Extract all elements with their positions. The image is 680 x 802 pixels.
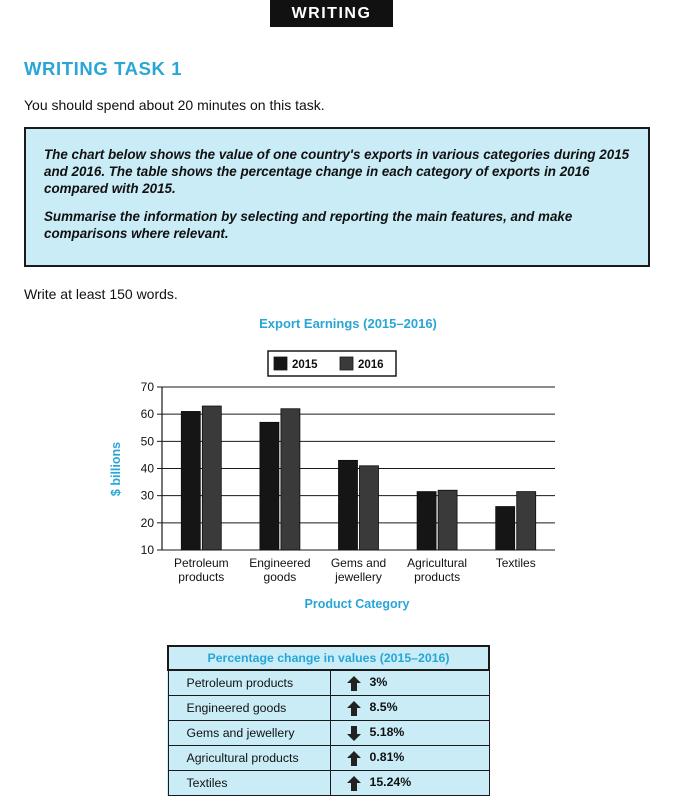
bar-2016-4 xyxy=(517,492,536,550)
arrow-up-icon xyxy=(347,776,361,791)
row-category: Engineered goods xyxy=(168,696,330,721)
x-tick-label: Engineered xyxy=(249,556,311,570)
bar-2015-1 xyxy=(260,422,279,550)
word-requirement: Write at least 150 words. xyxy=(24,286,178,302)
row-change-cell xyxy=(330,670,489,696)
y-tick-label: 10 xyxy=(140,543,154,557)
y-axis-label: $ billions xyxy=(109,441,123,497)
y-tick-labels xyxy=(141,380,155,557)
row-change: 15.24% xyxy=(369,775,412,790)
y-tick-label: 70 xyxy=(140,380,154,394)
legend-label-2016: 2016 xyxy=(358,359,384,371)
row-change: 5.18% xyxy=(369,725,405,740)
bar-2016-1 xyxy=(281,409,300,550)
table-row xyxy=(168,746,489,771)
x-axis-label: Product Category xyxy=(304,597,410,611)
chart-legend xyxy=(268,351,396,376)
bar-2015-0 xyxy=(181,411,200,550)
x-tick-label: goods xyxy=(263,570,297,584)
row-change: 3% xyxy=(369,675,388,690)
bar-2015-3 xyxy=(417,492,436,550)
percentage-change-table xyxy=(167,645,490,796)
row-category: Petroleum products xyxy=(168,670,330,696)
arrow-up-icon xyxy=(347,701,361,716)
x-tick-label: Agricultural xyxy=(407,556,468,570)
y-tick-label: 60 xyxy=(140,407,154,422)
row-category: Gems and jewellery xyxy=(168,721,330,746)
bar-2016-3 xyxy=(438,490,457,550)
legend-swatch-2016 xyxy=(340,357,353,370)
bar-2016-0 xyxy=(202,406,221,550)
x-tick-labels xyxy=(174,556,536,584)
time-instruction: You should spend about 20 minutes on this task. xyxy=(24,97,325,113)
x-tick-label: Textiles xyxy=(495,556,536,570)
row-change: 0.81% xyxy=(369,750,405,765)
row-change-cell xyxy=(330,696,489,721)
section-label: WRITING xyxy=(291,5,372,22)
row-change-cell xyxy=(330,721,489,746)
arrow-up-icon xyxy=(347,676,361,691)
x-tick-label: Gems and xyxy=(330,556,387,570)
prompt-paragraph-1: The chart below shows the value of one country's exports in various categories during 2015 and 2016. The table shows the percentage change in each category of exports in 2016 compared with 2015. xyxy=(44,147,630,196)
y-tick-label: 50 xyxy=(140,434,154,449)
x-tick-label: Petroleum xyxy=(173,556,229,570)
table-header-row xyxy=(168,646,489,670)
table-title: Percentage change in values (2015–2016) xyxy=(168,646,489,670)
row-change-cell xyxy=(330,771,489,796)
table-body xyxy=(168,670,489,796)
chart-title: Export Earnings (2015–2016) xyxy=(259,316,437,331)
bars xyxy=(181,406,535,550)
legend-swatch-2015 xyxy=(274,357,287,370)
table-row xyxy=(168,670,489,696)
bar-2015-2 xyxy=(339,460,358,550)
task-title: WRITING TASK 1 xyxy=(24,58,183,79)
row-change: 8.5% xyxy=(369,700,398,715)
row-category: Textiles xyxy=(168,771,330,796)
arrow-down-icon xyxy=(347,726,361,741)
x-tick-label: products xyxy=(414,570,461,584)
prompt-paragraph-2: Summarise the information by selecting and reporting the main features, and make comparisons where relevant. xyxy=(44,209,573,241)
percentage-table xyxy=(167,645,490,796)
legend-label-2015: 2015 xyxy=(292,359,318,371)
x-tick-label: products xyxy=(178,570,225,584)
arrow-up-icon xyxy=(347,751,361,766)
row-change-cell xyxy=(330,746,489,771)
y-tick-label: 40 xyxy=(140,461,154,476)
table-row xyxy=(168,721,489,746)
y-tick-label: 30 xyxy=(140,488,154,503)
row-category: Agricultural products xyxy=(168,746,330,771)
y-tick-label: 20 xyxy=(140,515,154,530)
table-row xyxy=(168,696,489,721)
table-row xyxy=(168,771,489,796)
bar-2015-4 xyxy=(496,507,515,550)
bar-2016-2 xyxy=(360,466,379,550)
x-tick-label: jewellery xyxy=(335,570,382,584)
